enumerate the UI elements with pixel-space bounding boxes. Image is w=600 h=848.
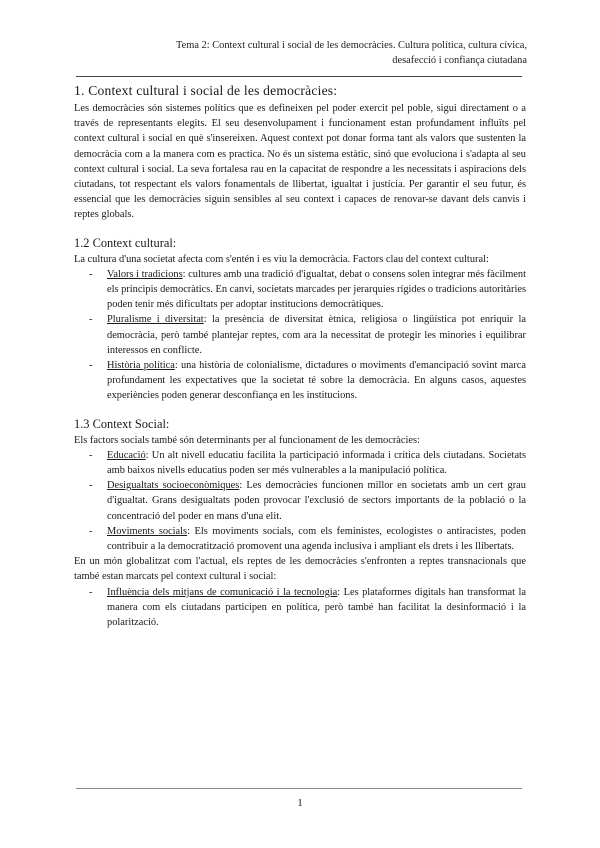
list-item-term: Història política: [107, 360, 175, 372]
section-3-title: 1.3 Context Social:: [74, 416, 170, 431]
list-item-text: : Els moviments socials, com els feministes, ecologistes o antiracistes, poden contribuir a la democratització promovent una agenda inclusiva i ampliant els drets i les llibertats.: [107, 525, 527, 553]
list-item: [74, 358, 526, 404]
list-item-text: : cultures amb una tradició d'igualtat, debat o consens solen integrar més fàcilment els principis democràtics. En canvi, societats marcades per jerarquies rígides o tradicions autoritàries poden tenir més dificultats per adoptar institucions democràtiques.: [107, 268, 526, 311]
dash-bullet: -: [89, 586, 93, 598]
list-item-text: : una història de colonialisme, dictadures o moviments d'emancipació sovint marca profundament les expectatives que la societat té sobre la democràcia. En alguns casos, aquestes experiències poden generar desconfiança en les institucions.: [107, 360, 526, 402]
dash-bullet: -: [89, 480, 93, 492]
dash-bullet: -: [89, 449, 93, 461]
list-item-text: : la presència de diversitat ètnica, religiosa o lingüística pot enriquir la democràcia, però també plantejar reptes, com ara la necessitat de protegir les minories i equilibrar interessos en conflicte.: [107, 314, 526, 356]
list-item: [74, 524, 526, 554]
list-item-term: Valors i tradicions: [107, 268, 183, 280]
section-1-body: Les democràcies són sistemes polítics que es defineixen pel poder exercit pel poble, sigui directament o a través de representants elegits. El seu desenvolupament i funcionament estan profundament influïts pel context cultural i social en què s'insereixen. Aquest context pot donar forma tant als valors que sustenten la democràcia com a la manera com es practica. No és un sistema estàtic, sinó que evoluciona i s'adapta al seu context cultural i social. La seva fortalesa rau en la capacitat de respondre a les necessitats i aspiracions dels ciutadans, tot respectant els valors fonamentals de llibertat, igualtat i justícia. Per garantir el seu futur, és essencial que les democràcies siguin sensibles al seu context i capaces de renovar-se davant dels canvis i reptes globals.: [74, 103, 526, 221]
list-item: [74, 478, 526, 524]
page-number: 1: [297, 797, 303, 809]
list-item-text: : Les democràcies funcionen millor en societats amb un cert grau d'igualtat. Grans desigualtats poden provocar l'exclusió de sectors importants de la població o la concentració del poder en mans d'una elit.: [107, 480, 526, 522]
dash-bullet: -: [89, 525, 93, 537]
list-item-term: Influència dels mitjans de comunicació i la tecnologia: [107, 586, 338, 598]
list-item: [74, 585, 526, 631]
dash-bullet: -: [89, 268, 93, 280]
list-item-term: Pluralisme i diversitat: [107, 314, 204, 326]
section-3-intro: Els factors socials també són determinants per al funcionament de les democràcies:: [74, 434, 420, 446]
list-item-term: Moviments socials: [107, 525, 188, 537]
running-header: [107, 38, 527, 68]
section-2-title: 1.2 Context cultural:: [74, 235, 177, 250]
list-item-text: : Un alt nivell educatiu facilita la participació informada i crítica dels ciutadans. Societats amb baixos nivells educatius poden ser més vulnerables a la manipulació política.: [107, 449, 526, 477]
list-item-term: Educació: [107, 449, 146, 461]
page-content: [74, 82, 526, 630]
list-item: [74, 312, 526, 358]
transnational-challenges-list: [74, 585, 526, 631]
section-1-title: 1. Context cultural i social de les democràcies:: [74, 83, 338, 98]
dash-bullet: -: [89, 314, 93, 326]
list-item: [74, 267, 526, 313]
cultural-factors-list: [74, 267, 526, 404]
header-line-2: desafecció i confiança ciutadana: [392, 55, 527, 66]
dash-bullet: -: [89, 360, 93, 372]
header-line-1: Tema 2: Context cultural i social de les democràcies. Cultura política, cultura cívica,: [176, 40, 527, 51]
list-item-text: : Les plataformes digitals han transformat la manera com els ciutadans participen en política, però també han facilitat la desinformació i la polarització.: [107, 586, 527, 629]
header-divider: [76, 76, 522, 77]
list-item: [74, 448, 526, 478]
section-2-intro: La cultura d'una societat afecta com s'entén i es viu la democràcia. Factors clau del context cultural:: [74, 253, 489, 265]
footer-divider: [76, 788, 522, 789]
social-factors-list: [74, 448, 526, 554]
section-3-transition: En un món globalitzat com l'actual, els reptes de les democràcies s'enfronten a reptes transnacionals que també estan marcats pel context cultural i social:: [74, 556, 526, 583]
list-item-term: Desigualtats socioeconòmiques: [107, 480, 240, 492]
